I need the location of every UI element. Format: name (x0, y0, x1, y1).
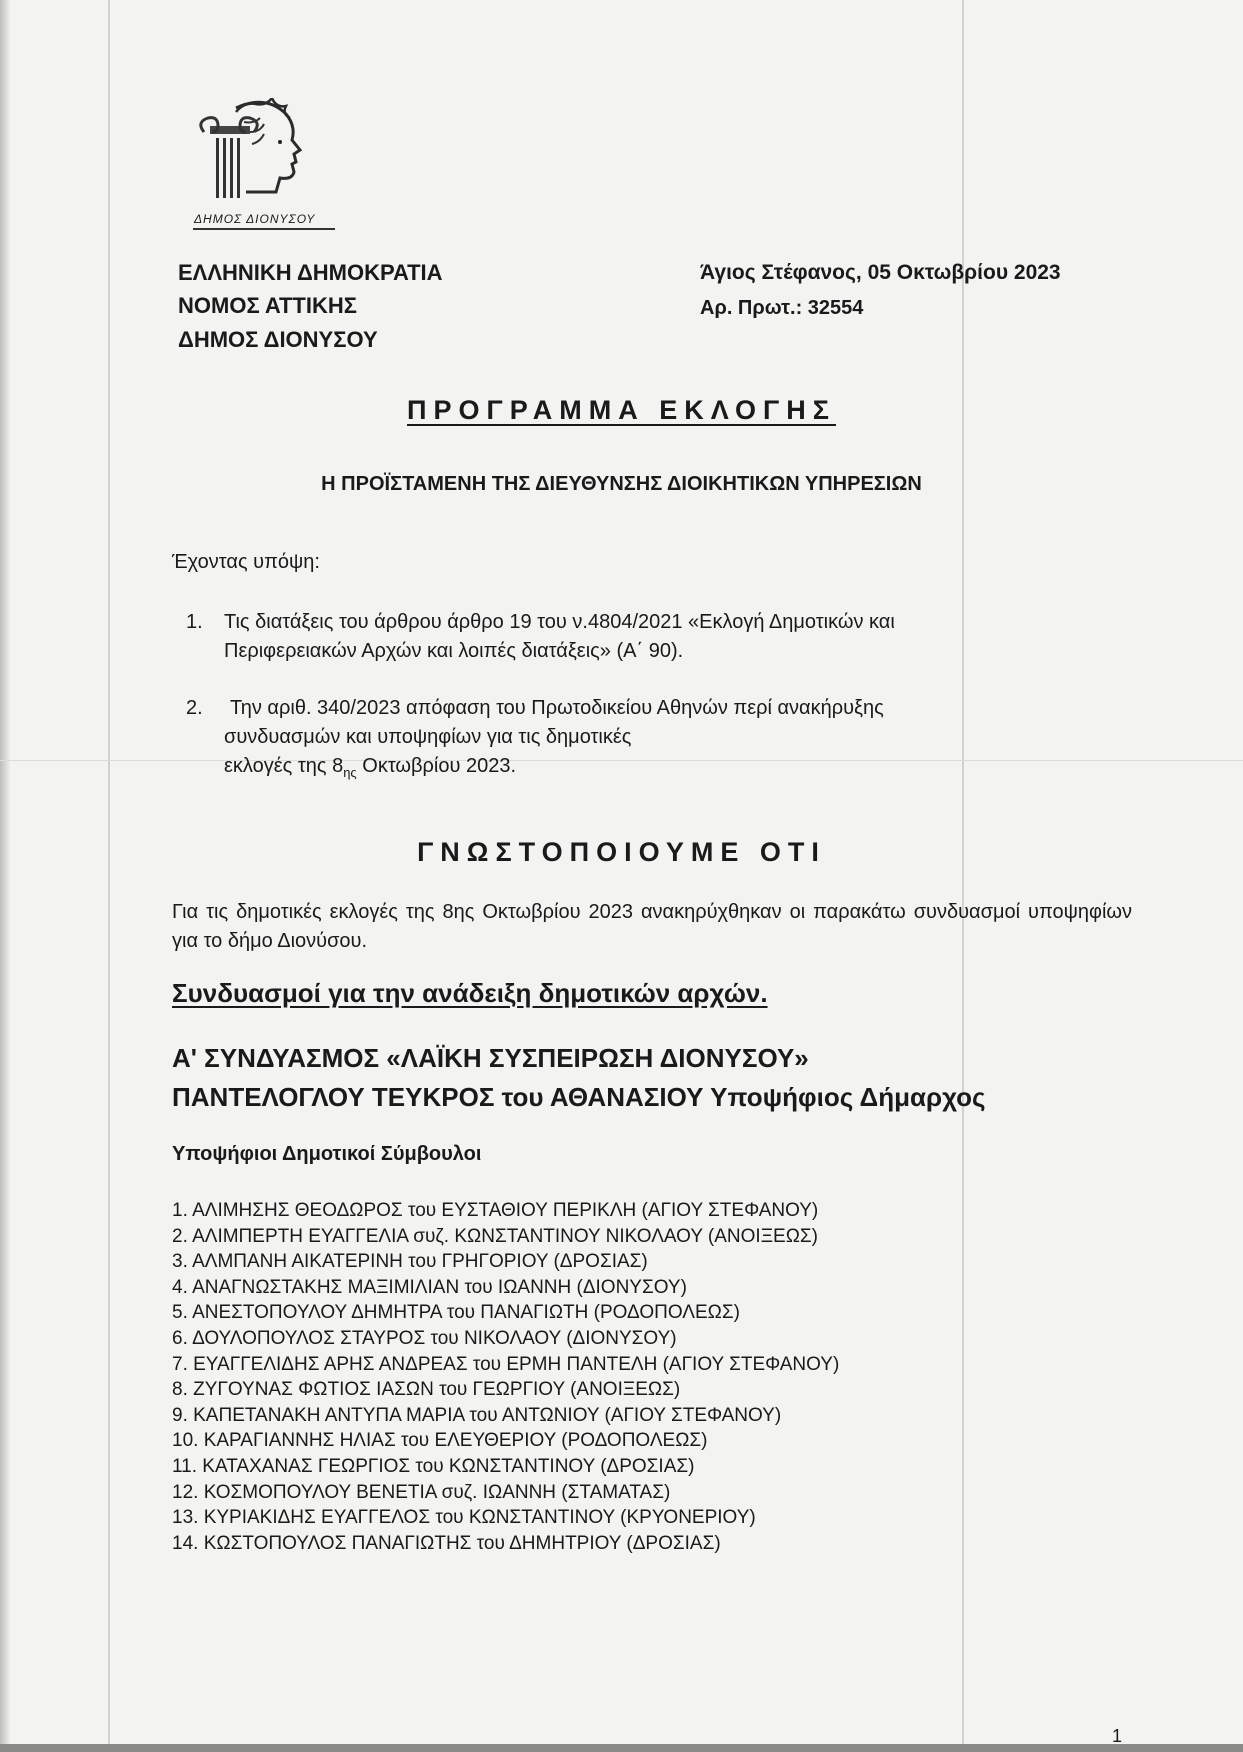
candidate-item: 1. ΑΛΙΜΗΣΗΣ ΘΕΟΔΩΡΟΣ του ΕΥΣΤΑΘΙΟΥ ΠΕΡΙΚΛΗ (ΑΓΙΟΥ ΣΤΕΦΑΝΟΥ) (172, 1200, 819, 1221)
consideration-line: Την αριθ. 340/2023 απόφαση του Πρωτοδικείου Αθηνών περί ανακήρυξης (230, 697, 884, 719)
scan-edge-shadow (0, 0, 10, 1752)
announcement-title: ΓΝΩΣΤΟΠΟΙΟΥΜΕ ΟΤΙ (417, 837, 826, 867)
candidate-item: 9. ΚΑΠΕΤΑΝΑΚΗ ΑΝΤΥΠΑ ΜΑΡΙΑ του ΑΝΤΩΝΙΟΥ (ΑΓΙΟΥ ΣΤΕΦΑΝΟΥ) (172, 1404, 782, 1426)
candidate-item: 14. ΚΩΣΤΟΠΟΥΛΟΣ ΠΑΝΑΓΙΩΤΗΣ του ΔΗΜΗΤΡΙΟΥ (ΔΡΟΣΙΑΣ) (172, 1532, 721, 1554)
protocol-number: Αρ. Πρωτ.: 32554 (700, 297, 864, 319)
issuer-heading: Η ΠΡΟΪΣΤΑΜΕΝΗ ΤΗΣ ΔΙΕΥΘΥΝΣΗΣ ΔΙΟΙΚΗΤΙΚΩΝ ΥΠΗΡΕΣΙΩΝ (321, 473, 922, 495)
ordinal-suffix: ης (343, 765, 357, 780)
consideration-line (224, 752, 884, 787)
considering-label: Έχοντας υπόψη: (172, 551, 320, 573)
candidate-item: 3. ΑΛΜΠΑΝΗ ΑΙΚΑΤΕΡΙΝΗ του ΓΡΗΓΟΡΙΟΥ (ΔΡΟΣΙΑΣ) (172, 1251, 648, 1273)
candidate-item: 12. ΚΟΣΜΟΠΟΥΛΟΥ ΒΕΝΕΤΙΑ συζ. ΙΩΑΝΝΗ (ΣΤΑΜΑΤΑΣ) (172, 1481, 671, 1503)
consideration-line: Τις διατάξεις του άρθρου άρθρο 19 του ν.4804/2021 «Εκλογή Δημοτικών και (224, 611, 895, 633)
section-heading: Συνδυασμοί για την ανάδειξη δημοτικών αρχών. (172, 978, 768, 1008)
document-title-text: ΠΡΟΓΡΑΜΜΑ ΕΚΛΟΓΗΣ (407, 395, 836, 425)
coalition-name: Α' ΣΥΝΔΥΑΣΜΟΣ «ΛΑΪΚΗ ΣΥΣΠΕΙΡΩΣΗ ΔΙΟΝΥΣΟΥ» (172, 1043, 809, 1073)
page-number: 1 (1112, 1726, 1123, 1746)
consideration-number: 1. (186, 611, 203, 633)
candidate-item: 7. ΕΥΑΓΓΕΛΙΔΗΣ ΑΡΗΣ ΑΝΔΡΕΑΣ του ΕΡΜΗ ΠΑΝΤΕΛΗ (ΑΓΙΟΥ ΣΤΕΦΑΝΟΥ) (172, 1353, 840, 1375)
consideration-item (224, 608, 895, 666)
document-title (0, 395, 1243, 426)
logo-caption: ΔΗΜΟΣ ΔΙΟΝΥΣΟΥ (194, 212, 316, 226)
line-text: εκλογές της 8 (224, 755, 344, 777)
header-prefecture: ΝΟΜΟΣ ΑΤΤΙΚΗΣ (178, 293, 357, 318)
consideration-item (224, 694, 884, 787)
paper-crease (108, 0, 110, 1752)
consideration-line: συνδυασμών και υποψηφίων για τις δημοτικές (224, 726, 632, 748)
place-date: Άγιος Στέφανος, 05 Οκτωβρίου 2023 (700, 261, 1061, 284)
header-municipality: ΔΗΜΟΣ ΔΙΟΝΥΣΟΥ (178, 327, 378, 352)
candidate-item: 5. ΑΝΕΣΤΟΠΟΥΛΟΥ ΔΗΜΗΤΡΑ του ΠΑΝΑΓΙΩΤΗ (ΡΟΔΟΠΟΛΕΩΣ) (172, 1302, 740, 1324)
candidate-item: 8. ΖΥΓΟΥΝΑΣ ΦΩΤΙΟΣ ΙΑΣΩΝ του ΓΕΩΡΓΙΟΥ (ΑΝΟΙΞΕΩΣ) (172, 1379, 681, 1401)
candidate-item: 6. ΔΟΥΛΟΠΟΥΛΟΣ ΣΤΑΥΡΟΣ του ΝΙΚΟΛΑΟΥ (ΔΙΟΝΥΣΟΥ) (172, 1327, 677, 1349)
candidates-list (172, 1198, 839, 1556)
candidate-item: 2. ΑΛΙΜΠΕΡΤΗ ΕΥΑΓΓΕΛΙΑ συζ. ΚΩΝΣΤΑΝΤΙΝΟΥ ΝΙΚΟΛΑΟΥ (ΑΝΟΙΞΕΩΣ) (172, 1225, 819, 1247)
candidate-item: 10. ΚΑΡΑΓΙΑΝΝΗΣ ΗΛΙΑΣ του ΕΛΕΥΘΕΡΙΟΥ (ΡΟΔΟΠΟΛΕΩΣ) (172, 1430, 708, 1452)
candidate-item: 11. ΚΑΤΑΧΑΝΑΣ ΓΕΩΡΓΙΟΣ του ΚΩΝΣΤΑΝΤΙΝΟΥ (ΔΡΟΣΙΑΣ) (172, 1455, 695, 1477)
candidate-item: 4. ΑΝΑΓΝΩΣΤΑΚΗΣ ΜΑΞΙΜΙΛΙΑΝ του ΙΩΑΝΝΗ (ΔΙΟΝΥΣΟΥ) (172, 1276, 687, 1298)
scan-bottom-edge (0, 1744, 1243, 1752)
candidate-item: 13. ΚΥΡΙΑΚΙΔΗΣ ΕΥΑΓΓΕΛΟΣ του ΚΩΝΣΤΑΝΤΙΝΟΥ (ΚΡΥΟΝΕΡΙΟΥ) (172, 1507, 756, 1529)
header-country: ΕΛΛΗΝΙΚΗ ΔΗΜΟΚΡΑΤΙΑ (178, 260, 443, 285)
consideration-number: 2. (186, 697, 203, 719)
announcement-paragraph: Για τις δημοτικές εκλογές της 8ης Οκτωβρίου 2023 ανακηρύχθηκαν οι παρακάτω συνδυασμοί υποψηφίων για το δήμο Διονύσου. (172, 901, 1132, 952)
logo-rule (193, 228, 335, 230)
line-text: Οκτωβρίου 2023. (356, 755, 517, 777)
consideration-line: Περιφερειακών Αρχών και λοιπές διατάξεις» (Α΄ 90). (224, 640, 684, 662)
candidates-heading: Υποψήφιοι Δημοτικοί Σύμβουλοι (172, 1143, 482, 1165)
mayor-candidate: ΠΑΝΤΕΛΟΓΛΟΥ ΤΕΥΚΡΟΣ του ΑΘΑΝΑΣΙΟΥ Υποψήφιος Δήμαρχος (172, 1082, 986, 1112)
